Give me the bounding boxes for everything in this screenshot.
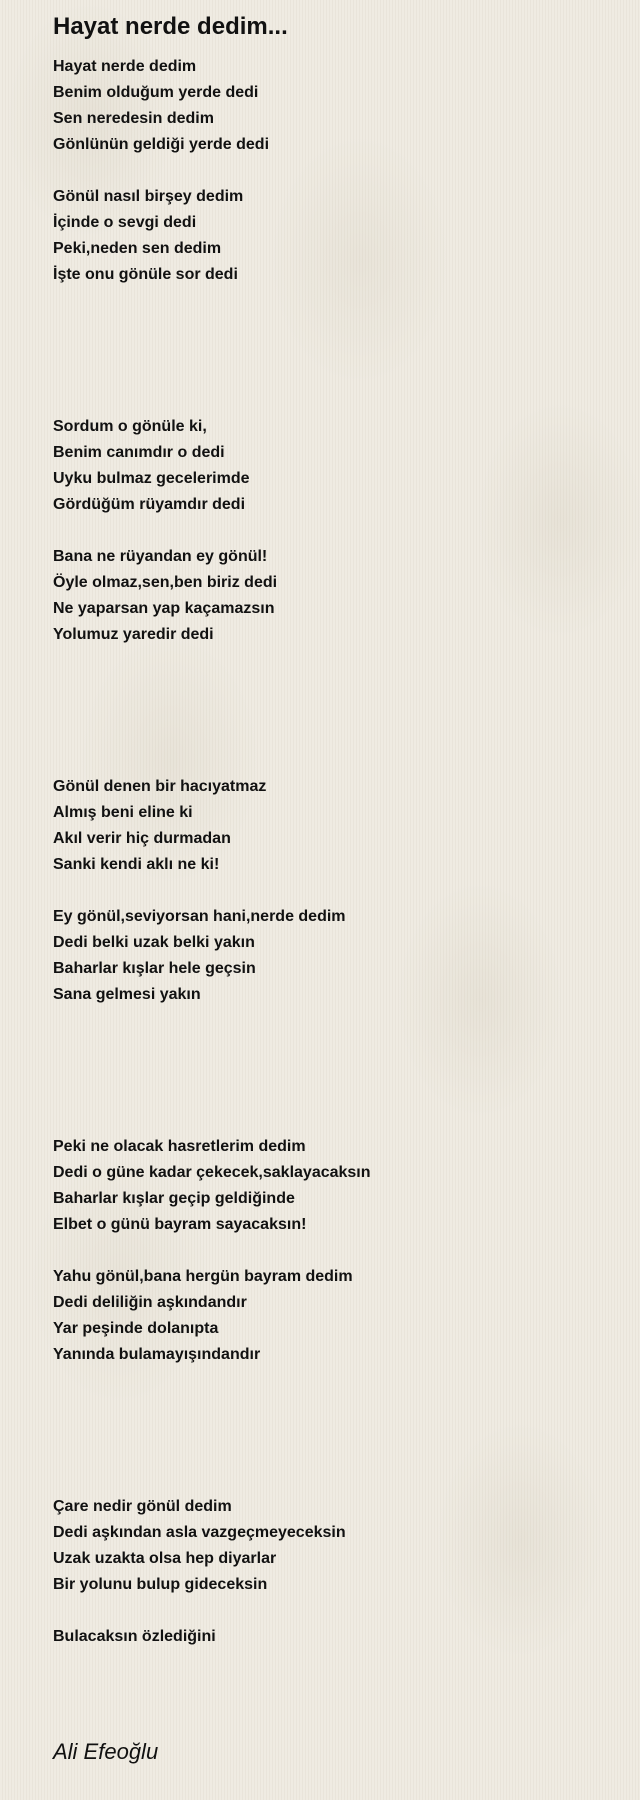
poem-page xyxy=(53,10,613,1650)
poem-line: Dedi deliliğin aşkındandır xyxy=(53,1294,247,1311)
poem-line: Dedi aşkından asla vazgeçmeyeceksin xyxy=(53,1524,346,1541)
poem-line: Almış beni eline ki xyxy=(53,804,193,821)
poem-line: Ne yaparsan yap kaçamazsın xyxy=(53,600,275,617)
poem-line: Gönlünün geldiği yerde dedi xyxy=(53,136,270,153)
poem-line: Benim canımdır o dedi xyxy=(53,444,225,461)
section-gap xyxy=(53,1368,613,1494)
poem-stanza xyxy=(53,1624,613,1650)
poem-line: Çare nedir gönül dedim xyxy=(53,1498,232,1515)
poem-line: Dedi o güne kadar çekecek,saklayacaksın xyxy=(53,1164,371,1181)
poem-line: Peki,neden sen dedim xyxy=(53,240,222,257)
poem-line: Uzak uzakta olsa hep diyarlar xyxy=(53,1550,277,1567)
poem-line: Bulacaksın özlediğini xyxy=(53,1628,216,1645)
poem-title: Hayat nerde dedim... xyxy=(53,13,288,40)
poem-line: Yahu gönül,bana hergün bayram dedim xyxy=(53,1268,353,1285)
poem-line: Bir yolunu bulup gideceksin xyxy=(53,1576,268,1593)
poem-stanza xyxy=(53,184,613,288)
poem-line: Uyku bulmaz gecelerimde xyxy=(53,470,250,487)
poem-line: Hayat nerde dedim xyxy=(53,58,197,75)
poem-author: Ali Efeoğlu xyxy=(53,1739,159,1764)
stanza-gap xyxy=(53,878,613,904)
stanza-gap xyxy=(53,158,613,184)
poem-line: Dedi belki uzak belki yakın xyxy=(53,934,255,951)
poem-line: Sen neredesin dedim xyxy=(53,110,214,127)
stanza-gap xyxy=(53,1598,613,1624)
poem-line: Elbet o günü bayram sayacaksın! xyxy=(53,1216,307,1233)
poem-line: Yanında bulamayışındandır xyxy=(53,1346,261,1363)
poem-line: Baharlar kışlar geçip geldiğinde xyxy=(53,1190,295,1207)
poem-line: Akıl verir hiç durmadan xyxy=(53,830,231,847)
poem-line: Gönül denen bir hacıyatmaz xyxy=(53,778,267,795)
poem-line: Sanki kendi aklı ne ki! xyxy=(53,856,220,873)
poem-line: Baharlar kışlar hele geçsin xyxy=(53,960,256,977)
poem-line: Ey gönül,seviyorsan hani,nerde dedim xyxy=(53,908,346,925)
poem-line: Gönül nasıl birşey dedim xyxy=(53,188,244,205)
poem-stanza xyxy=(53,1264,613,1368)
section-gap xyxy=(53,288,613,414)
poem-stanza xyxy=(53,544,613,648)
poem-line: Yar peşinde dolanıpta xyxy=(53,1320,219,1337)
poem-line: İşte onu gönüle sor dedi xyxy=(53,266,238,283)
poem-line: Öyle olmaz,sen,ben biriz dedi xyxy=(53,574,278,591)
poem-stanza xyxy=(53,904,613,1008)
poem-line: Bana ne rüyandan ey gönül! xyxy=(53,548,268,565)
poem-line: Yolumuz yaredir dedi xyxy=(53,626,214,643)
poem-line: Peki ne olacak hasretlerim dedim xyxy=(53,1138,306,1155)
poem-stanza xyxy=(53,1134,613,1238)
stanza-gap xyxy=(53,518,613,544)
poem-stanza xyxy=(53,414,613,518)
poem-line: Sordum o gönüle ki, xyxy=(53,418,207,435)
poem-line: İçinde o sevgi dedi xyxy=(53,214,197,231)
poem-line: Sana gelmesi yakın xyxy=(53,986,201,1003)
poem-stanza xyxy=(53,54,613,158)
section-gap xyxy=(53,648,613,774)
poem-line: Gördüğüm rüyamdır dedi xyxy=(53,496,246,513)
poem-stanza xyxy=(53,774,613,878)
poem-line: Benim olduğum yerde dedi xyxy=(53,84,259,101)
section-gap xyxy=(53,1008,613,1134)
stanza-gap xyxy=(53,1238,613,1264)
poem-stanza xyxy=(53,1494,613,1598)
